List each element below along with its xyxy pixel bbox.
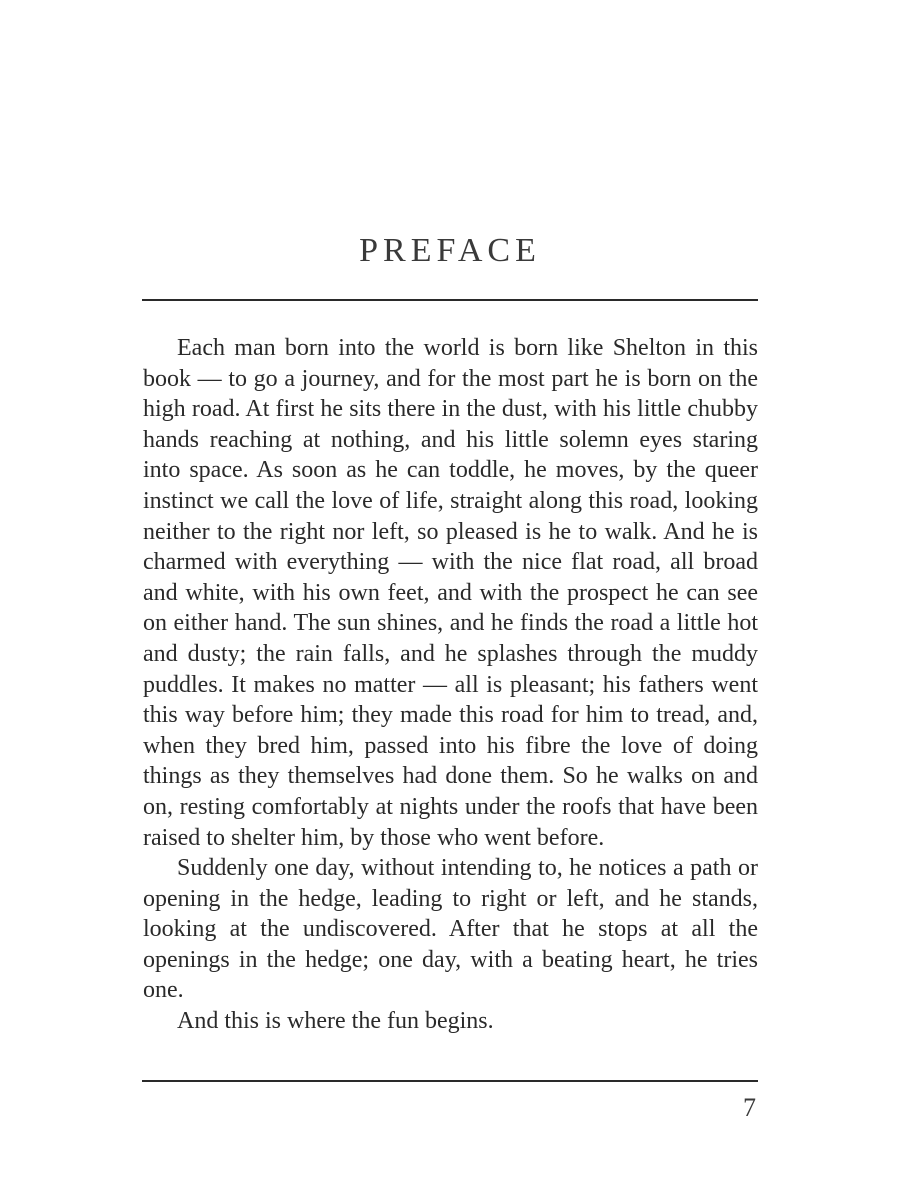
- paragraph-2: Suddenly one day, without intending to, he notices a path or opening in the hedge, leading to right or left, and he stands, looking at the undiscovered. After that he stops at all the openings in the hedge; one day, with a beating heart, he tries one.: [143, 855, 758, 1004]
- top-rule: [142, 299, 758, 301]
- paragraph-3: And this is where the fun begins.: [177, 1008, 494, 1035]
- bottom-rule: [142, 1080, 758, 1082]
- paragraph-1: Each man born into the world is born like Shelton in this book — to go a journey, and for the most part he is born on the high road. At first he sits there in the dust, with his little chubby hands reaching at nothing, and his little solemn eyes staring into space. As soon as he can toddle, he moves, by the queer instinct we call the love of life, straight along this road, looking neither to the right nor left, so pleased is he to walk. And he is charmed with everything — with the nice flat road, all broad and white, with his own feet, and with the prospect he can see on either hand. The sun shines, and he finds the road a little hot and dusty; the rain falls, and he splashes through the muddy puddles. It makes no matter — all is pleasant; his fathers went this way before him; they made this road for him to tread, and, when they bred him, passed into his fibre the love of doing things as they themselves had done them. So he walks on and on, resting comfortably at nights under the roofs that have been raised to shelter him, by those who went before.: [143, 335, 758, 851]
- preface-body: [143, 333, 758, 1037]
- chapter-heading: PREFACE: [359, 232, 541, 269]
- page-number: 7: [743, 1093, 756, 1122]
